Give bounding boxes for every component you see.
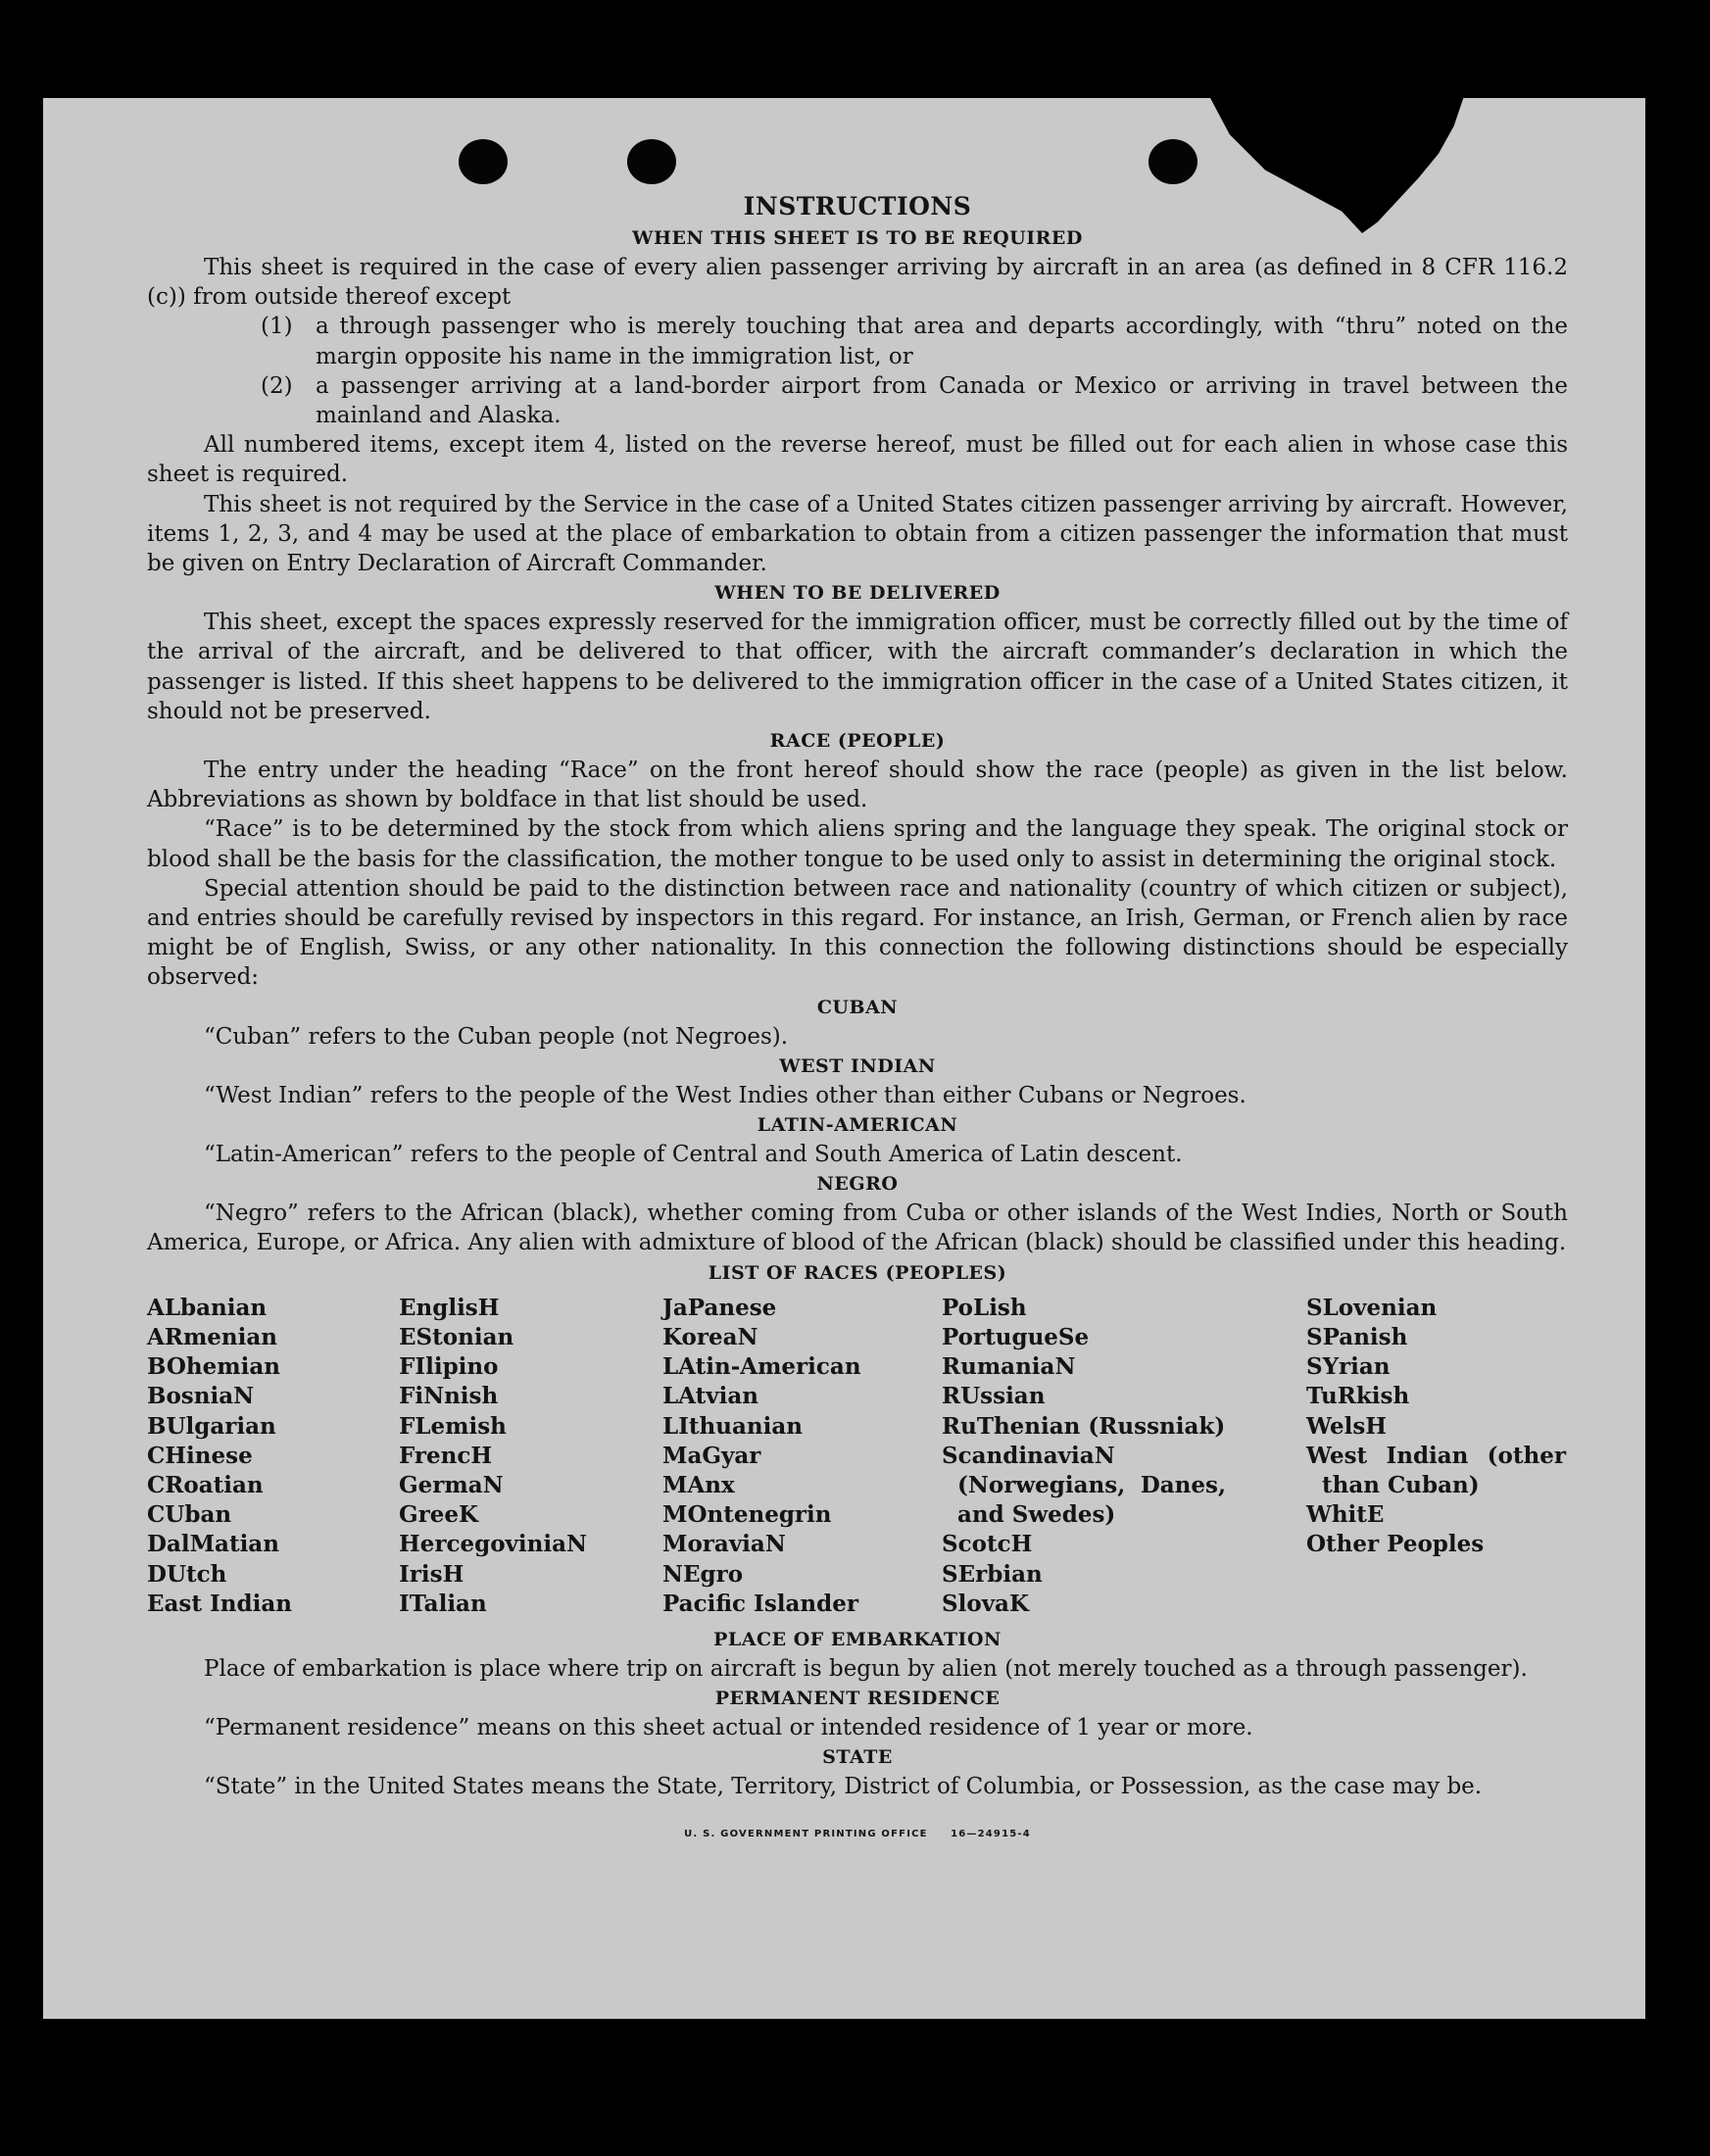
list-item-text: a passenger arriving at a land-border airport from Canada or Mexico or arriving in travel between the mainland and Alaska. — [316, 372, 1568, 429]
races-column-3 — [662, 1294, 942, 1619]
race-item: KoreaN — [662, 1323, 758, 1350]
race-item: BosniaN — [147, 1383, 255, 1410]
required-list-item-1 — [147, 312, 1568, 370]
race-item: WelsH — [1306, 1412, 1388, 1440]
race-item: BOhemian — [147, 1353, 280, 1381]
race-item: BUlgarian — [147, 1412, 276, 1440]
race-item: SLovenian — [1306, 1294, 1438, 1321]
section-heading-west-indian: WEST INDIAN — [779, 1054, 936, 1077]
race-item: West Indian (other than Cuban) — [1306, 1442, 1566, 1498]
residence-paragraph: “Permanent residence” means on this sheet actual or intended residence of 1 year or more. — [204, 1715, 1253, 1741]
list-item-text: a through passenger who is merely touching that area and departs accordingly, with “thru” noted on the margin opposite his name in the immigration list, or — [316, 314, 1568, 369]
race-item: CHinese — [147, 1442, 253, 1469]
race-paragraph-3: Special attention should be paid to the distinction between race and nationality (country of which citizen or subject), and entries should be carefully revised by inspectors in this regard. For instance, an Irish, German, or French alien by race might be of English, Swiss, or any other nationality. In this connection the following distinctions should be especially observed: — [147, 875, 1568, 991]
race-item: Other Peoples — [1306, 1531, 1485, 1558]
punch-hole-left — [459, 139, 508, 184]
race-item: MaGyar — [662, 1442, 761, 1469]
race-item: Pacific Islander — [662, 1590, 858, 1617]
race-item: LAtin-American — [662, 1353, 861, 1381]
race-item: FiNnish — [399, 1383, 499, 1410]
race-item: RumaniaN — [942, 1353, 1076, 1381]
race-item: RUssian — [942, 1383, 1046, 1410]
page-title: INSTRUCTIONS — [743, 192, 972, 220]
race-item: PortugueSe — [942, 1323, 1090, 1350]
race-item: GermaN — [399, 1471, 504, 1498]
races-column-1 — [147, 1294, 399, 1619]
race-item: SlovaK — [942, 1590, 1029, 1617]
instructions-content — [147, 190, 1568, 1849]
section-heading-race: RACE (PEOPLE) — [769, 730, 946, 753]
race-item: East Indian — [147, 1590, 292, 1617]
section-heading-latin-american: LATIN-AMERICAN — [757, 1114, 958, 1137]
race-item: WhitE — [1306, 1501, 1385, 1529]
race-item: HercegoviniaN — [399, 1531, 588, 1558]
section-heading-state: STATE — [822, 1746, 893, 1769]
races-column-4 — [942, 1294, 1226, 1619]
race-item: FLemish — [399, 1412, 507, 1440]
section-heading-residence: PERMANENT RESIDENCE — [714, 1688, 1001, 1710]
section-heading-cuban: CUBAN — [816, 996, 899, 1018]
race-item: SPanish — [1306, 1323, 1408, 1350]
race-paragraph-1: The entry under the heading “Race” on the front hereof should show the race (people) as given in the list below. Abbreviations as shown by boldface in that list should be used. — [147, 758, 1568, 813]
race-item: RuThenian (Russniak) — [942, 1412, 1226, 1440]
race-item: PoLish — [942, 1294, 1027, 1321]
race-item: LAtvian — [662, 1383, 758, 1410]
race-item: ITalian — [399, 1590, 487, 1617]
race-item: EnglisH — [399, 1294, 500, 1321]
race-paragraph-2: “Race” is to be determined by the stock from which aliens spring and the language they speak. The original stock or blood shall be the basis for the classification, the mother tongue to be used only to assist in determining the original stock. — [147, 816, 1568, 872]
state-paragraph: “State” in the United States means the State, Territory, District of Columbia, or Possession, as the case may be. — [204, 1774, 1483, 1800]
race-item: GreeK — [399, 1501, 479, 1529]
race-item: ScotcH — [942, 1531, 1033, 1558]
section-heading-required: WHEN THIS SHEET IS TO BE REQUIRED — [632, 227, 1083, 249]
printer-imprint: U. S. GOVERNMENT PRINTING OFFICE 16—24915-4 — [684, 1828, 1031, 1839]
race-item: CRoatian — [147, 1471, 264, 1498]
punch-hole-right — [1148, 139, 1197, 184]
list-item-number: (2) — [261, 372, 293, 399]
race-item: NEgro — [662, 1560, 744, 1588]
section-heading-negro: NEGRO — [816, 1173, 899, 1196]
embarkation-paragraph: Place of embarkation is place where trip on aircraft is begun by alien (not merely touched as a through passenger). — [204, 1655, 1528, 1682]
races-list — [147, 1294, 1568, 1619]
race-item: ALbanian — [147, 1294, 268, 1321]
race-item: SErbian — [942, 1560, 1043, 1588]
race-item: ScandinaviaN (Norwegians, Danes, and Swedes) — [942, 1442, 1226, 1529]
delivered-paragraph: This sheet, except the spaces expressly reserved for the immigration officer, must be correctly filled out by the time of the arrival of the aircraft, and be delivered to that officer, with the aircraft commander’s declaration in which the passenger is listed. If this sheet happens to be delivered to the immigration officer in the case of a United States citizen, it should not be preserved. — [147, 610, 1568, 724]
race-item: MAnx — [662, 1471, 735, 1498]
required-list-item-2 — [147, 371, 1568, 430]
races-column-2 — [399, 1294, 662, 1619]
required-paragraph-3: This sheet is not required by the Service in the case of a United States citizen passenger arriving by aircraft. However, items 1, 2, 3, and 4 may be used at the place of embarkation to obtain from a citizen passenger the information that must be given on Entry Declaration of Aircraft Commander. — [147, 491, 1568, 577]
race-item: LIthuanian — [662, 1412, 803, 1440]
required-paragraph-1: This sheet is required in the case of every alien passenger arriving by aircraft in an area (as defined in 8 CFR 116.2 (c)) from outside thereof except — [147, 255, 1568, 311]
race-item: ARmenian — [147, 1323, 278, 1350]
race-item: MoraviaN — [662, 1531, 786, 1558]
race-item: JaPanese — [662, 1294, 777, 1321]
latin-american-paragraph: “Latin-American” refers to the people of Central and South America of Latin descent. — [204, 1142, 1183, 1168]
punch-hole-middle — [627, 139, 676, 184]
required-paragraph-2: All numbered items, except item 4, listed on the reverse hereof, must be filled out for each alien in whose case this sheet is required. — [147, 432, 1568, 488]
section-heading-races-list: LIST OF RACES (PEOPLES) — [708, 1261, 1007, 1284]
section-heading-embarkation: PLACE OF EMBARKATION — [713, 1628, 1002, 1650]
race-item: IrisH — [399, 1560, 464, 1588]
race-item: DalMatian — [147, 1531, 279, 1558]
race-item: MOntenegrin — [662, 1501, 832, 1529]
section-heading-delivered: WHEN TO BE DELIVERED — [714, 582, 1001, 605]
races-column-5 — [1306, 1294, 1566, 1619]
race-item: FrencH — [399, 1442, 493, 1469]
list-item-number: (1) — [261, 314, 293, 340]
negro-paragraph: “Negro” refers to the African (black), whether coming from Cuba or other islands of the West Indies, North or South America, Europe, or Africa. Any alien with admixture of blood of the African (black) should be classified under this heading. — [147, 1200, 1568, 1256]
race-item: EStonian — [399, 1323, 514, 1350]
document-sheet — [43, 98, 1645, 2019]
west-indian-paragraph: “West Indian” refers to the people of the West Indies other than either Cubans or Negroes. — [204, 1082, 1246, 1108]
cuban-paragraph: “Cuban” refers to the Cuban people (not Negroes). — [204, 1023, 789, 1050]
race-item: DUtch — [147, 1560, 227, 1588]
race-item: TuRkish — [1306, 1383, 1410, 1410]
race-item: SYrian — [1306, 1353, 1391, 1381]
race-item: CUban — [147, 1501, 232, 1529]
race-item: FIlipino — [399, 1353, 499, 1381]
